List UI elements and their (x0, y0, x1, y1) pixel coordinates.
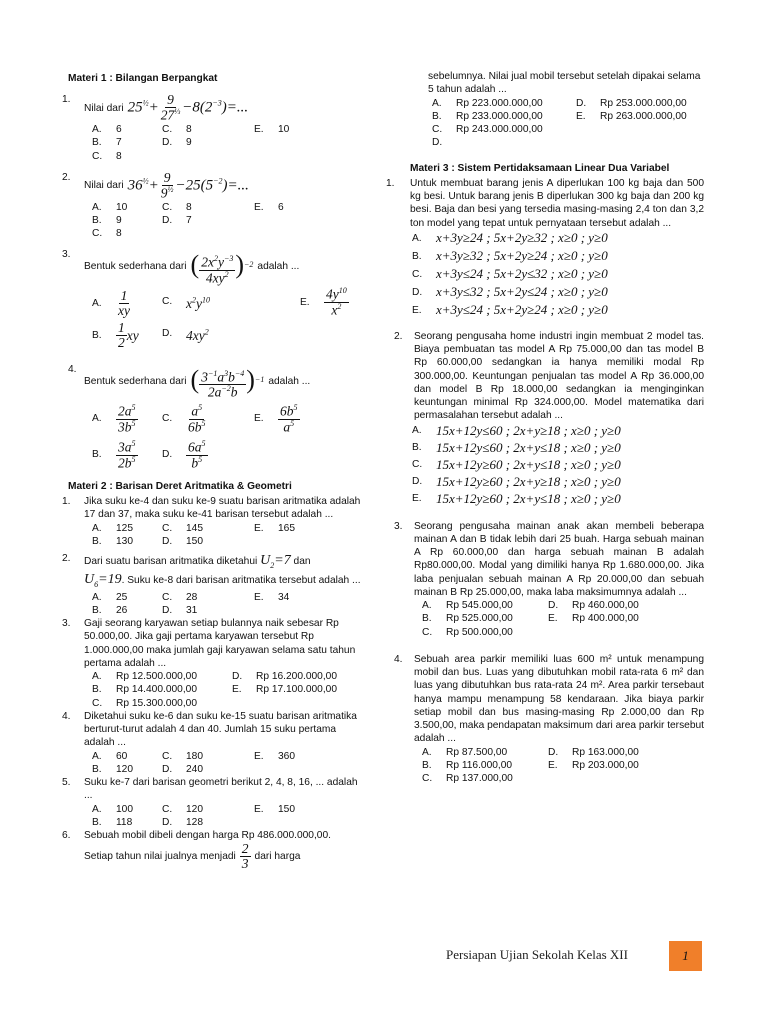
question-3: 3. Gaji seorang karyawan setiap bulannya naik sebesar Rp 50.000,00. Jika gaji pertama karyawan tersebut Rp 1.000.000,00 maka jumlah gaji karyawan selama satu tahun pertama adalah ... (62, 617, 362, 670)
question-number: 4. (68, 364, 77, 376)
option-e[interactable]: E. 165 (254, 522, 295, 534)
option-c[interactable]: C. 8 (162, 201, 192, 213)
question-text: Suku ke-7 dari barisan geometri berikut 2, 4, 8, 16, ... adalah ... (84, 777, 358, 802)
question-text: Gaji seorang karyawan setiap bulannya naik sebesar Rp 50.000,00. Jika gaji pertama karyawan tersebut Rp 1.000.000,00 maka jumlah gaji karyawan selama satu tahun pertama adalah ... (84, 618, 356, 669)
question-text: Dari suatu barisan aritmatika diketahui $U_2=7$ dan $U_6=19$. Suku ke-8 dari barisan aritmatika tersebut adalah ... (84, 553, 361, 590)
option-e[interactable]: E. 10 (254, 124, 290, 136)
option-b[interactable]: B. 130 (92, 535, 133, 547)
answer-options (432, 97, 704, 150)
footer-title: Persiapan Ujian Sekolah Kelas XII (446, 947, 628, 962)
option-b[interactable]: B. $\frac{3a^5}{2b^5}$ (92, 438, 136, 471)
question-3: 3. Seorang pengusaha mainan anak akan membeli beberapa mainan A dan B tidak lebih dari 25 buah. Harga sebuah mainan A Rp 60.000,00 dan harga sebuah mainan B adalah Rp80.000,00. Modal yang dimiliki hanya Rp 1.680.000,00. Jika laba penjualan sebuah mainan A Rp 20.000,00 dan sebuah mainan B Rp 25.000,00, maka laba maksimumnya adalah ... (394, 520, 704, 598)
option-a[interactable]: A. 10 (92, 201, 128, 213)
option-a[interactable]: A. x+3y≥24 ; 5x+2y≥32 ; x≥0 ; y≥0 (412, 230, 608, 246)
option-d[interactable]: D. 31 (162, 604, 198, 616)
option-a[interactable]: A. 6 (92, 124, 122, 136)
option-d[interactable]: D. 7 (162, 214, 192, 226)
answer-options (422, 599, 704, 639)
answer-options (92, 750, 362, 777)
option-e[interactable]: E. $\frac{6b^5}{a^5}$ (254, 402, 298, 435)
option-b[interactable]: B. Rp 525.000,00 (422, 613, 513, 625)
question-prefix: Bentuk sederhana dari (84, 375, 187, 387)
section-title-materi-1: Materi 1 : Bilangan Berpangkat (68, 73, 218, 84)
option-e[interactable]: E. x+3y≤24 ; 5x+2y≥24 ; x≥0 ; y≥0 (412, 302, 608, 318)
option-d[interactable]: D. 240 (162, 763, 203, 775)
left-column (62, 70, 362, 872)
option-d[interactable]: D. $\frac{6a^5}{b^5}$ (162, 438, 206, 471)
option-c[interactable]: C. $x^2y^{10}$ (162, 295, 210, 312)
math-expression: $25^{\frac{1}{2}}+$ $\frac{9}{27^{\frac{1}{3}}}$ $-8(2^{-3})=$... (127, 92, 249, 123)
question-1: 1. Untuk membuat barang jenis A diperlukan 100 kg baja dan 500 kg besi. Untuk barang jenis B diperlukan 300 kg baja dan 200 kg besi. Baja dan besi yang tersedia masing-masing 2,4 ton dan 3,2 ton model yang tepat untuk pernyataan tersebut adalah ... (386, 177, 704, 229)
option-c[interactable]: C. $\frac{a^5}{6b^5}$ (162, 402, 206, 435)
question-1: 1. Jika suku ke-4 dan suku ke-9 suatu barisan aritmatika adalah 17 dan 37, maka suku ke-41 barisan tersebut adalah ... (62, 496, 361, 521)
question-continuation: sebelumnya. Nilai jual mobil tersebut setelah dipakai selama 5 tahun adalah ... (428, 71, 701, 96)
answer-options (92, 201, 362, 241)
answer-options (412, 423, 704, 508)
section-title-materi-3: Materi 3 : Sistem Pertidaksamaan Linear Dua Variabel (410, 162, 670, 174)
answer-options (92, 285, 362, 349)
option-e[interactable]: E. Rp 400.000,00 (548, 613, 639, 625)
answer-options (92, 123, 362, 163)
option-d[interactable]: D. 150 (162, 535, 203, 547)
option-d[interactable]: D. x+3y≤32 ; 5x+2y≤24 ; x≥0 ; y≥0 (412, 284, 608, 300)
option-c[interactable]: C. 180 (162, 750, 203, 762)
question-3 (62, 248, 362, 285)
question-text: Sebuah area parkir memiliki luas 600 m² untuk menampung mobil dan bus. Luas yang dibutuhkan mobil rata-rata 6 m² dan luas yang dibutuhkan bus rata-rata 24 m². Area parkir tersebaut hanya mampu menampung 58 kendaraan. Jika biaya parkir setiap mobil dan bus masing-masing Rp 2.000,00 dan Rp 3.500,00, maka pendapatan maksimum dari area parkir tersebut adalah ... (414, 653, 704, 745)
question-2: 2. Seorang pengusaha home industri ingin membuat 2 model tas. Biaya pembuatan tas model A Rp 75.000,00 dan tas model B Rp 60.000,00 sedangkan ia hanya memiliki modal Rp 300.000,00. Keuntungan penjualan tas model A Rp 36.000,00 dan model B Rp 18.000,00 sedangkan ia menginginkan keuntungan minimal Rp 324.000,00. Model matematika dari permasalahan tersebut adalah ... (394, 330, 704, 422)
option-c[interactable]: C. Rp 137.000,00 (422, 773, 513, 784)
option-a[interactable]: A. 25 (92, 591, 128, 603)
option-a[interactable]: A. 15x+12y≤60 ; 2x+y≥18 ; x≥0 ; y≥0 (412, 422, 621, 438)
question-text: Jika suku ke-4 dan suku ke-9 suatu barisan aritmatika adalah 17 dan 37, maka suku ke-41 barisan tersebut adalah ... (84, 496, 361, 521)
question-prefix: Bentuk sederhana dari (84, 261, 187, 273)
option-b[interactable]: B. 15x+12y≤60 ; 2x+y≤18 ; x≥0 ; y≥0 (412, 439, 621, 455)
option-b[interactable]: B. x+3y≥32 ; 5x+2y≥24 ; x≥0 ; y≥0 (412, 248, 608, 264)
option-a[interactable]: A. $\frac{1}{xy}$ (92, 288, 130, 319)
option-b[interactable]: B. Rp 116.000,00 (422, 759, 513, 771)
option-c-repeat[interactable]: C. 8 (92, 150, 122, 162)
page-number: 1 (669, 941, 702, 971)
math-expression: $36^{\frac{1}{2}}+$ $\frac{9}{9^{\frac{1}{2}}}$ $-25(5^{-2})=$... (127, 169, 249, 201)
math-expression: ( $\frac{2x^2y^{-3}}{4xy^2}$ )$^{-2}$ (190, 250, 254, 285)
option-a[interactable]: A. Rp 223.000.000,00 (432, 97, 543, 109)
option-e[interactable]: E. 15x+12y≥60 ; 2x+y≤18 ; x≥0 ; y≥0 (412, 490, 621, 506)
option-b[interactable]: B. Rp 233.000.000,00 (432, 110, 543, 122)
answer-options (92, 803, 362, 830)
answer-options (92, 670, 362, 710)
option-d[interactable]: D. Rp 163.000,00 (548, 746, 639, 758)
option-e[interactable]: E. 6 (254, 201, 284, 213)
option-c-repeat[interactable]: C. 8 (92, 228, 122, 240)
option-d[interactable]: D. Rp 460.000,00 (548, 600, 639, 611)
option-c[interactable]: C. 120 (162, 803, 203, 815)
question-text: Seorang pengusaha mainan anak akan membeli beberapa mainan A dan B tidak lebih dari 25 buah. Harga sebuah mainan A Rp 60.000,00 dan harga sebuah mainan B adalah Rp80.000,00. Modal yang dimiliki hanya Rp 1.680.000,00. Jika laba penjualan sebuah mainan A Rp 20.000,00 dan sebuah mainan B Rp 25.000,00, maka laba maksimumnya adalah ... (414, 520, 704, 598)
question-4: 4. Sebuah area parkir memiliki luas 600 m² untuk menampung mobil dan bus. Luas yang dibutuhkan mobil rata-rata 6 m² dan luas yang dibutuhkan bus rata-rata 24 m². Area parkir tersebaut hanya mampu menampung 58 kendaraan. Jika biaya parkir setiap mobil dan bus masing-masing Rp 2.000,00 dan Rp 3.500,00, maka pendapatan maksimum dari area parkir tersebut adalah ... (394, 653, 704, 745)
question-text: Seorang pengusaha home industri ingin membuat 2 model tas. Biaya pembuatan tas model A Rp 75.000,00 dan tas model B Rp 60.000,00 sedangkan ia hanya memiliki modal Rp 300.000,00. Keuntungan penjualan tas model A Rp 36.000,00 dan model B Rp 18.000,00 sedangkan ia menginginkan keuntungan minimal Rp 324.000,00. Model matematika dari permasalahan tersebut adalah ... (414, 330, 704, 422)
option-e[interactable]: E. Rp 263.000.000,00 (576, 110, 687, 122)
option-c[interactable]: C. x+3y≤24 ; 5x+2y≤32 ; x≥0 ; y≥0 (412, 266, 608, 282)
option-e[interactable]: E. 150 (254, 803, 295, 815)
question-prefix: Nilai dari (84, 102, 124, 114)
option-c[interactable]: C. 8 (162, 124, 192, 136)
option-b[interactable]: B. 9 (92, 214, 122, 226)
option-d[interactable]: D. Rp 16.200.000,00 (232, 671, 338, 683)
option-e[interactable]: E. Rp 203.000,00 (548, 759, 639, 771)
option-d-repeat[interactable]: D. (432, 137, 443, 149)
question-4: 4. Diketahui suku ke-6 dan suku ke-15 suatu barisan aritmatika berturut-turut adalah 4 dan 40. Jumlah 15 suku pertama adalah ... (62, 710, 362, 750)
option-a[interactable]: A. $\frac{2a^5}{3b^5}$ (92, 402, 136, 435)
question-number: 1. (62, 94, 71, 106)
option-b[interactable]: B. 120 (92, 763, 133, 775)
option-c[interactable]: C. Rp 500.000,00 (422, 626, 513, 638)
option-c[interactable]: C. Rp 243.000.000,00 (432, 124, 543, 135)
question-suffix: adalah ... (268, 375, 311, 387)
option-a[interactable]: A. 125 (92, 522, 133, 534)
option-a[interactable]: A. 100 (92, 803, 133, 815)
option-c[interactable]: C. Rp 15.300.000,00 (92, 697, 198, 709)
question-4 (62, 363, 362, 400)
question-2 (62, 171, 362, 201)
page-footer (440, 941, 702, 971)
option-a[interactable]: A. Rp 545.000,00 (422, 600, 513, 611)
option-c[interactable]: C. 145 (162, 522, 203, 534)
answer-options (92, 522, 362, 549)
question-6: 6. Sebuah mobil dibeli dengan harga Rp 486.000.000,00. Setiap tahun nilai jualnya menjadi $\frac{2}{3}$ dari harga (62, 829, 362, 872)
option-a[interactable]: A. Rp 12.500.000,00 (92, 671, 198, 683)
question-text: Sebuah mobil dibeli dengan harga Rp 486.000.000,00. Setiap tahun nilai jualnya menjadi $\frac{2}{3}$ dari harga (84, 830, 331, 872)
question-2: 2. Dari suatu barisan aritmatika diketahui $U_2=7$ dan $U_6=19$. Suku ke-8 dari barisan aritmatika tersebut adalah ... (62, 553, 361, 590)
question-text: Diketahui suku ke-6 dan suku ke-15 suatu barisan aritmatika berturut-turut adalah 4 dan 40. Jumlah 15 suku pertama adalah ... (84, 710, 357, 749)
answer-options (92, 400, 362, 476)
option-d[interactable]: D. 9 (162, 137, 192, 149)
option-e[interactable]: E. 34 (254, 591, 290, 603)
option-e[interactable]: E. Rp 17.100.000,00 (232, 684, 338, 696)
option-a[interactable]: A. 60 (92, 750, 128, 762)
option-d[interactable]: D. $4xy^2$ (162, 327, 209, 344)
option-e[interactable]: E. 360 (254, 750, 295, 762)
right-column (382, 70, 704, 785)
section-title-materi-2: Materi 2 : Barisan Deret Aritmatika & Geometri (68, 480, 292, 492)
question-suffix: adalah ... (257, 261, 300, 273)
answer-options (412, 230, 704, 320)
option-c[interactable]: C. 28 (162, 591, 198, 603)
option-c[interactable]: C. 15x+12y≥60 ; 2x+y≤18 ; x≥0 ; y≥0 (412, 456, 621, 472)
option-b[interactable]: B. Rp 14.400.000,00 (92, 684, 198, 696)
question-1 (62, 93, 362, 123)
option-b[interactable]: B. 118 (92, 816, 133, 828)
option-d[interactable]: D. Rp 253.000.000,00 (576, 97, 687, 109)
question-number: 3. (62, 249, 71, 261)
question-number: 2. (62, 171, 71, 183)
answer-options (92, 591, 362, 618)
question-5: 5. Suku ke-7 dari barisan geometri berikut 2, 4, 8, 16, ... adalah ... (62, 776, 362, 803)
option-a[interactable]: A. Rp 87.500,00 (422, 746, 508, 758)
question-text: Untuk membuat barang jenis A diperlukan 100 kg baja dan 500 kg besi. Untuk barang jenis B diperlukan 300 kg baja dan 200 kg besi. Baja dan besi yang tersedia masing-masing 2,4 ton dan 3,2 ton model yang tepat untuk pernyataan tersebut adalah ... (410, 177, 704, 229)
option-b[interactable]: B. 26 (92, 604, 128, 616)
question-prefix: Nilai dari (84, 180, 124, 192)
option-d[interactable]: D. 15x+12y≥60 ; 2x+y≥18 ; x≥0 ; y≥0 (412, 473, 621, 489)
answer-options (422, 746, 704, 786)
math-expression: ( $\frac{3^{-1}a^3b^{-4}}{2a^{-2}b}$ )$^{-1}$ (190, 365, 265, 400)
option-e[interactable]: E. $\frac{4y^{10}}{x^2}$ (300, 286, 347, 318)
option-d[interactable]: D. 128 (162, 816, 203, 828)
option-b[interactable]: B. $\frac{1}{2}$ xy (92, 320, 139, 351)
option-b[interactable]: B. 7 (92, 137, 122, 149)
